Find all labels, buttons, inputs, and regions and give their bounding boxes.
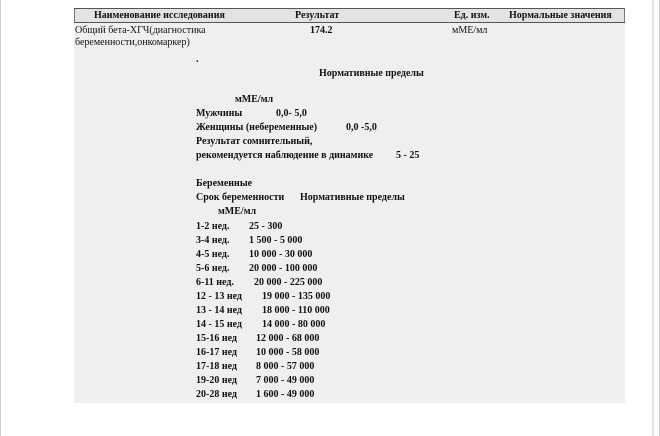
men-value: 0,0- 5,0 [276,108,307,119]
term-label: 12 - 13 нед [196,291,242,302]
term-label: 19-20 нед [196,375,237,386]
term-label: 4-5 нед. [196,249,230,260]
header-result: Результат [295,10,340,21]
separator-dot: . [196,54,199,65]
term-label: 16-17 нед [196,347,237,358]
term-range: 19 000 - 135 000 [262,291,331,302]
women-label: Женщины (небеременные) [196,122,318,133]
header-divider [74,9,75,22]
term-label: 20-28 нед [196,389,237,400]
term-range: 20 000 - 100 000 [249,263,318,274]
term-range: 10 000 - 58 000 [256,347,320,358]
term-header-value: Нормативные пределы [300,192,405,203]
header-test-name: Наименование исследования [94,10,225,21]
doubtful-line-1: Результат сомнительный, [196,136,313,147]
term-label: 15-16 нед [196,333,237,344]
term-label: 1-2 нед. [196,221,230,232]
pregnant-label: Беременные [196,178,253,189]
term-range: 7 000 - 49 000 [256,375,315,386]
term-range: 20 000 - 225 000 [254,277,323,288]
test-name: Общий бета-ХГЧ(диагностика беременности,онкомаркер) [75,25,206,48]
term-range: 1 600 - 49 000 [256,389,315,400]
term-unit: мМЕ/мл [218,206,257,217]
term-range: 12 000 - 68 000 [256,333,320,344]
doubtful-range: 5 - 25 [396,150,420,161]
test-unit: мМЕ/мл [452,25,488,36]
table-header [74,8,625,23]
norms-title: Нормативные пределы [319,68,424,79]
men-label: Мужчины [196,108,243,119]
header-normal-values: Нормальные значения [509,10,612,21]
term-label: 13 - 14 нед [196,305,242,316]
term-label: 5-6 нед. [196,263,230,274]
header-divider [624,9,625,22]
header-unit: Ед. изм. [454,10,490,21]
women-value: 0,0 -5,0 [346,122,377,133]
term-range: 25 - 300 [249,221,283,232]
page-right-shadow [652,0,654,436]
doubtful-line-2: рекомендуется наблюдение в динамике [196,150,374,161]
page-left-border [0,0,1,436]
unit-line: мМЕ/мл [235,94,274,105]
term-range: 14 000 - 80 000 [262,319,326,330]
term-label: 17-18 нед [196,361,237,372]
term-range: 1 500 - 5 000 [249,235,303,246]
term-label: 6-11 нед. [196,277,234,288]
term-header-label: Срок беременности [196,192,285,203]
term-label: 3-4 нед. [196,235,230,246]
lab-report-sheet [74,8,625,403]
term-label: 14 - 15 нед [196,319,242,330]
term-range: 10 000 - 30 000 [249,249,313,260]
test-result: 174.2 [310,25,333,36]
term-range: 18 000 - 110 000 [262,305,330,316]
term-range: 8 000 - 57 000 [256,361,315,372]
